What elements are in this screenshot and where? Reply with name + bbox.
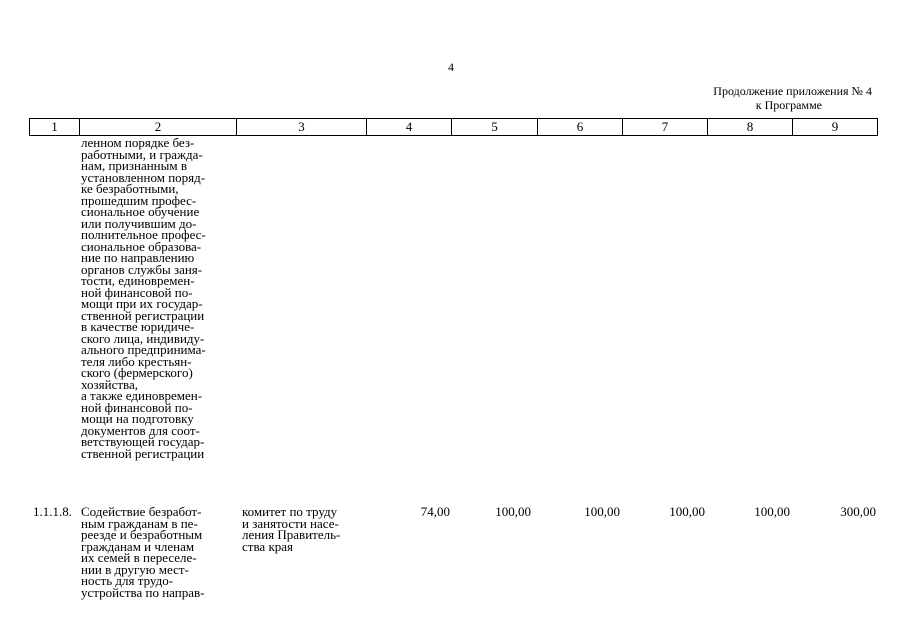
header-col-3: 3: [237, 119, 367, 136]
row-1118-col-9: 300,00: [840, 504, 876, 519]
row-1118-col-5: 100,00: [495, 504, 531, 519]
continuation-line-2: к Программе: [755, 98, 822, 112]
header-row: [30, 119, 878, 136]
header-col-2: 2: [80, 119, 237, 136]
page-number: 4: [448, 60, 454, 74]
row-1118-col-4: 74,00: [420, 504, 450, 519]
appendix-continuation-note: [640, 84, 872, 112]
continuation-line-1: Продолжение приложения № 4: [713, 84, 872, 98]
header-col-9: 9: [793, 119, 878, 136]
row-1118-col-7: 100,00: [669, 504, 705, 519]
continued-row-description: ленном порядке без- работными, и гражда- нам, признанным в установленном поряд- ке безработными, прошедшим профес- сиональное обучение или получившим до- полнительное профес- сиональное образова- ние по направлению органов службы заня- тости, единовремен- ной финансовой по- мощи при их государ- ственной регистрации в качестве юридиче- ского лица, индивиду- ального предпринима- теля либо крестьян- ского (фермерского) хозяйства, а также единовремен- ной финансовой по- мощи на подготовку документов для соот- ветствующей государ- ственной регистрации: [81, 135, 206, 461]
row-1118-col-6: 100,00: [584, 504, 620, 519]
header-col-7: 7: [623, 119, 708, 136]
header-col-4: 4: [367, 119, 452, 136]
column-number-header: [29, 118, 878, 136]
row-1118-code: 1.1.1.8.: [33, 504, 72, 519]
row-1118-col-8: 100,00: [754, 504, 790, 519]
row-1118-description: Содействие безработ- ным гражданам в пе- реезде и безработным гражданам и членам их семей в переселе- нии в другую мест- ность для трудо- устройства по направ-: [81, 504, 205, 600]
header-col-5: 5: [452, 119, 538, 136]
row-1118-executor: комитет по труду и занятости насе- ления Правитель- ства края: [242, 504, 341, 554]
header-col-1: 1: [30, 119, 80, 136]
header-col-6: 6: [538, 119, 623, 136]
header-col-8: 8: [708, 119, 793, 136]
